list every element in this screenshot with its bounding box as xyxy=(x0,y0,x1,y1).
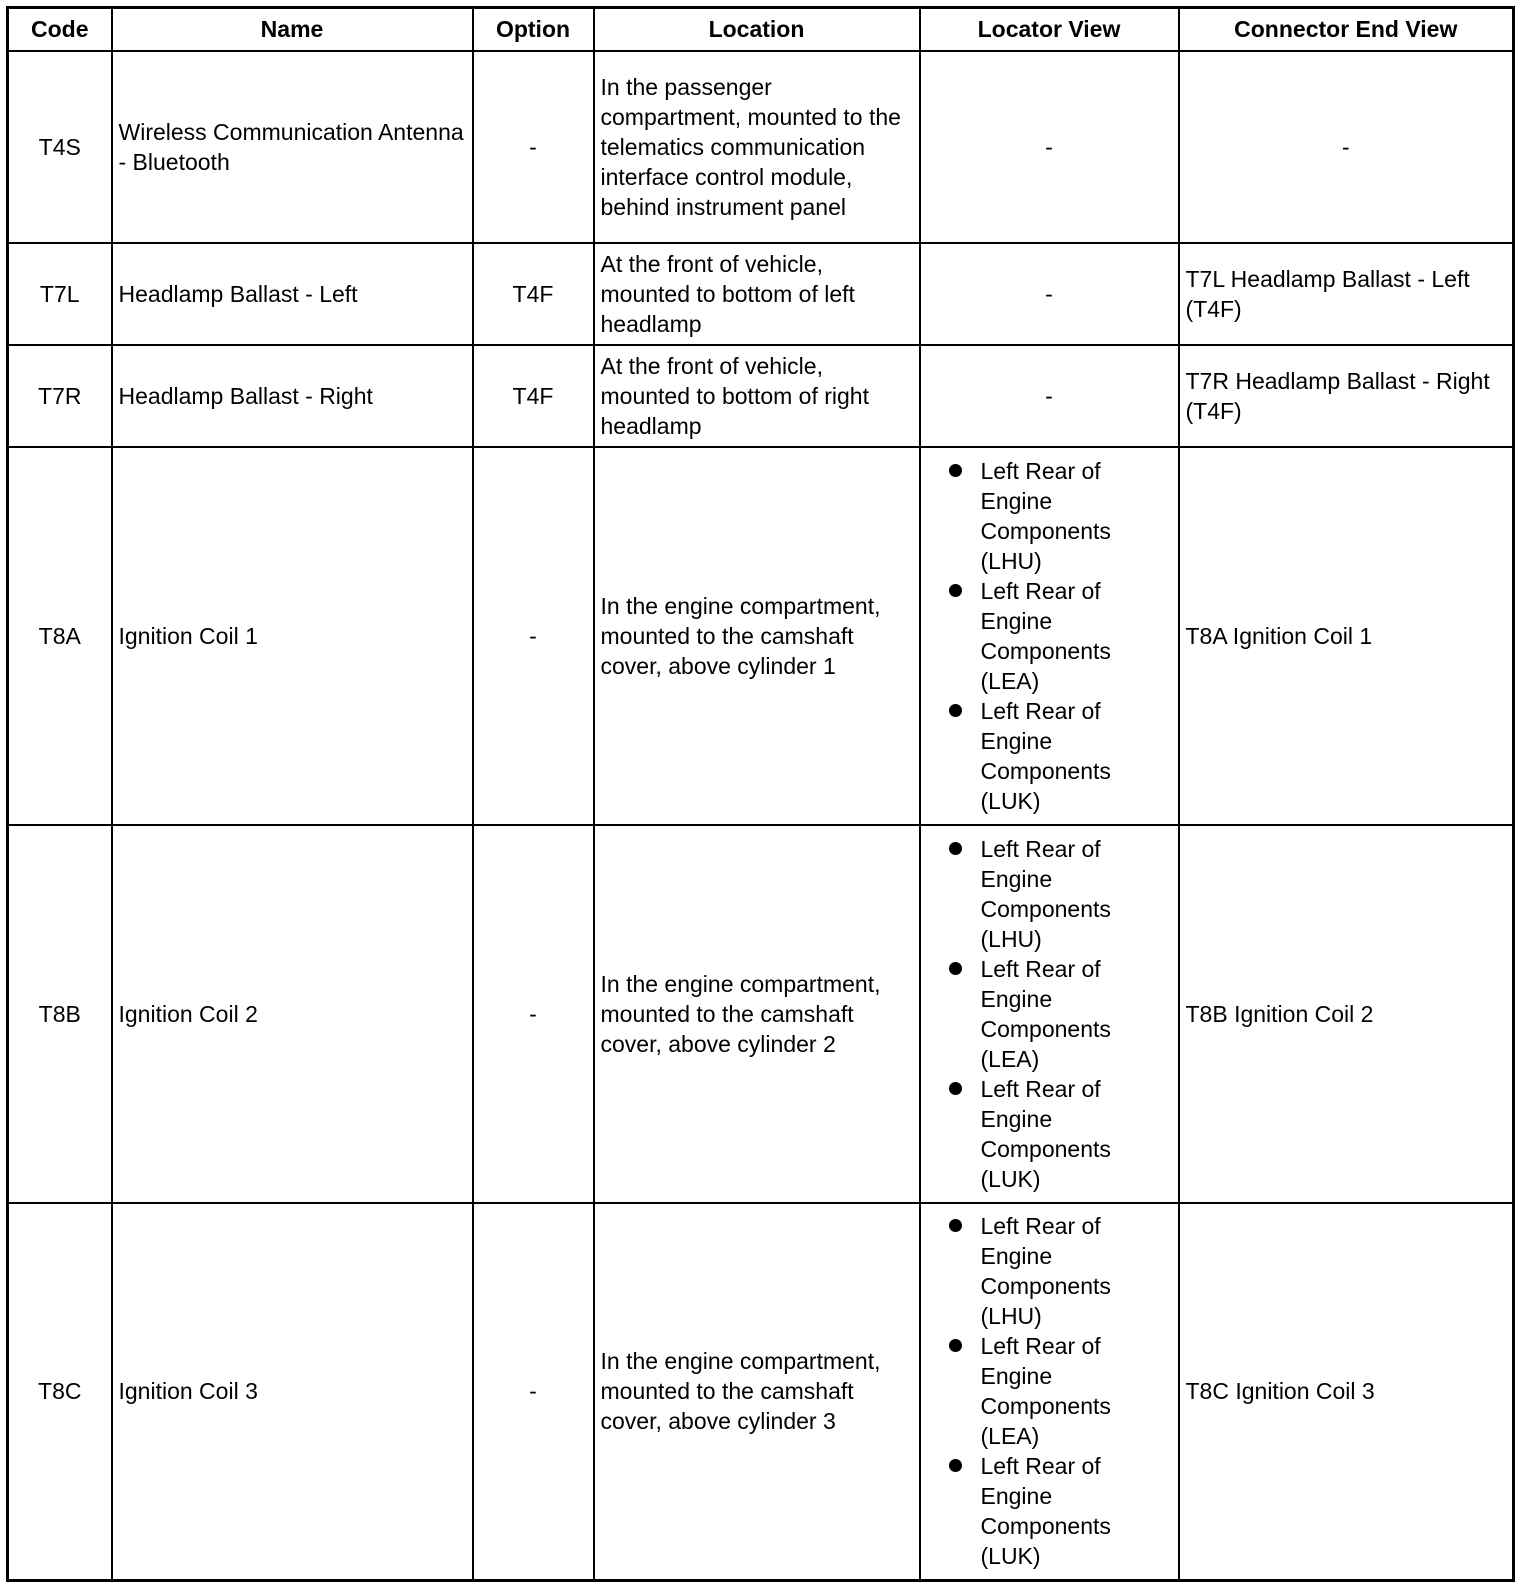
cell-code: T7R xyxy=(8,345,112,447)
cell-code: T8A xyxy=(8,447,112,825)
header-location: Location xyxy=(594,8,920,51)
cell-option: T4F xyxy=(473,243,594,345)
bullet-icon xyxy=(949,584,962,597)
cell-name: Ignition Coil 2 xyxy=(112,825,473,1203)
bullet-icon xyxy=(949,464,962,477)
cell-locator-view xyxy=(920,447,1179,825)
locator-view-item: Left Rear of Engine Components (LHU) xyxy=(980,835,1111,952)
cell-code: T8B xyxy=(8,825,112,1203)
cell-code: T7L xyxy=(8,243,112,345)
cell-locator-view: - xyxy=(920,51,1179,243)
table-row xyxy=(8,825,1514,1203)
cell-name: Ignition Coil 3 xyxy=(112,1203,473,1581)
bullet-icon xyxy=(949,704,962,717)
locator-view-item: Left Rear of Engine Components (LEA) xyxy=(980,1333,1111,1450)
bullet-icon xyxy=(949,1082,962,1095)
locator-view-list xyxy=(927,1211,1172,1571)
cell-option: - xyxy=(473,825,594,1203)
locator-view-list xyxy=(927,834,1172,1194)
header-connector-end-view: Connector End View xyxy=(1179,8,1514,51)
cell-option: - xyxy=(473,1203,594,1581)
cell-code: T4S xyxy=(8,51,112,243)
cell-name: Headlamp Ballast - Right xyxy=(112,345,473,447)
header-code: Code xyxy=(8,8,112,51)
bullet-icon xyxy=(949,842,962,855)
cell-connector-end-view: T8A Ignition Coil 1 xyxy=(1179,447,1514,825)
cell-connector-end-view: T7R Headlamp Ballast - Right (T4F) xyxy=(1179,345,1514,447)
cell-name: Ignition Coil 1 xyxy=(112,447,473,825)
bullet-icon xyxy=(949,1339,962,1352)
cell-location: In the engine compartment, mounted to the camshaft cover, above cylinder 3 xyxy=(594,1203,920,1581)
cell-locator-view xyxy=(920,1203,1179,1581)
cell-option: T4F xyxy=(473,345,594,447)
cell-code: T8C xyxy=(8,1203,112,1581)
component-locator-table xyxy=(6,6,1515,1582)
locator-view-item: Left Rear of Engine Components (LHU) xyxy=(980,457,1111,574)
header-locator-view: Locator View xyxy=(920,8,1179,51)
locator-view-item: Left Rear of Engine Components (LUK) xyxy=(980,1075,1111,1192)
cell-location: At the front of vehicle, mounted to bottom of right headlamp xyxy=(594,345,920,447)
locator-view-item: Left Rear of Engine Components (LUK) xyxy=(980,1453,1111,1570)
list-item xyxy=(947,456,1172,576)
locator-view-item: Left Rear of Engine Components (LUK) xyxy=(980,697,1111,814)
table-row xyxy=(8,243,1514,345)
cell-location: In the engine compartment, mounted to the camshaft cover, above cylinder 2 xyxy=(594,825,920,1203)
cell-option: - xyxy=(473,447,594,825)
cell-option: - xyxy=(473,51,594,243)
cell-connector-end-view: T7L Headlamp Ballast - Left (T4F) xyxy=(1179,243,1514,345)
cell-locator-view: - xyxy=(920,243,1179,345)
cell-locator-view: - xyxy=(920,345,1179,447)
list-item xyxy=(947,834,1172,954)
bullet-icon xyxy=(949,962,962,975)
list-item xyxy=(947,576,1172,696)
cell-connector-end-view: T8B Ignition Coil 2 xyxy=(1179,825,1514,1203)
table-row xyxy=(8,51,1514,243)
bullet-icon xyxy=(949,1459,962,1472)
header-option: Option xyxy=(473,8,594,51)
cell-location: At the front of vehicle, mounted to bottom of left headlamp xyxy=(594,243,920,345)
list-item xyxy=(947,1331,1172,1451)
header-row xyxy=(8,8,1514,51)
cell-location: In the passenger compartment, mounted to the telematics communication interface control module, behind instrument panel xyxy=(594,51,920,243)
cell-locator-view xyxy=(920,825,1179,1203)
cell-name: Wireless Communication Antenna - Bluetooth xyxy=(112,51,473,243)
list-item xyxy=(947,696,1172,816)
list-item xyxy=(947,954,1172,1074)
locator-view-item: Left Rear of Engine Components (LEA) xyxy=(980,577,1111,694)
locator-view-item: Left Rear of Engine Components (LHU) xyxy=(980,1213,1111,1330)
cell-name: Headlamp Ballast - Left xyxy=(112,243,473,345)
table-row xyxy=(8,447,1514,825)
locator-view-list xyxy=(927,456,1172,816)
cell-location: In the engine compartment, mounted to the camshaft cover, above cylinder 1 xyxy=(594,447,920,825)
list-item xyxy=(947,1451,1172,1571)
header-name: Name xyxy=(112,8,473,51)
table-row xyxy=(8,1203,1514,1581)
bullet-icon xyxy=(949,1219,962,1232)
locator-view-item: Left Rear of Engine Components (LEA) xyxy=(980,955,1111,1072)
list-item xyxy=(947,1074,1172,1194)
cell-connector-end-view: - xyxy=(1179,51,1514,243)
cell-connector-end-view: T8C Ignition Coil 3 xyxy=(1179,1203,1514,1581)
list-item xyxy=(947,1211,1172,1331)
table-row xyxy=(8,345,1514,447)
